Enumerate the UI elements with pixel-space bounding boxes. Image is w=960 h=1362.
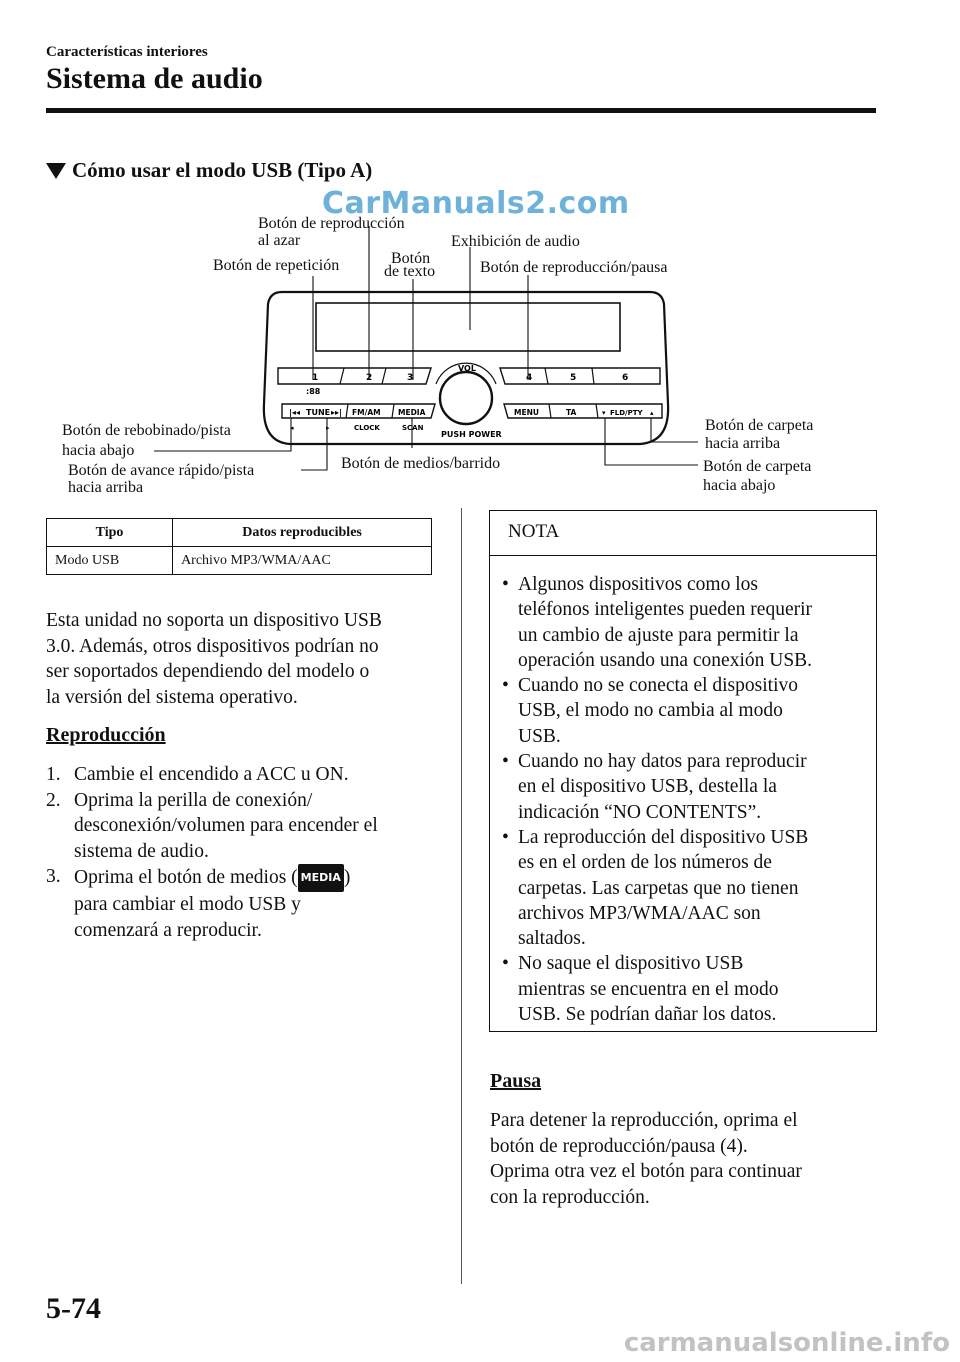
- intro-line: la versión del sistema operativo.: [46, 686, 298, 708]
- fldpty-label: FLD/PTY: [610, 409, 643, 417]
- nota-item-text: [518, 825, 808, 951]
- list-item: [46, 864, 438, 943]
- reproduccion-steps: [46, 762, 438, 943]
- table-header-row: [47, 519, 432, 547]
- step-number: 1.: [46, 764, 61, 785]
- callout-repeat: Botón de repetición: [213, 257, 340, 274]
- chapter-label: Características interiores: [46, 44, 208, 60]
- nota-item-text: [518, 749, 807, 825]
- callout-text-2: de texto: [384, 263, 436, 280]
- bullet-icon: •: [502, 675, 509, 697]
- list-item: [46, 762, 438, 788]
- step3-post: ): [343, 867, 351, 889]
- tune-label: TUNE: [306, 408, 331, 417]
- nota-line: USB.: [518, 725, 561, 747]
- nota-line: es en el orden de los números de: [518, 852, 772, 874]
- rewind-icon: |◂◂: [289, 408, 300, 417]
- table-cell-tipo: Modo USB: [47, 547, 173, 575]
- callout-random-1: Botón de reproducción: [258, 215, 405, 232]
- callout-rewind-2: hacia abajo: [62, 442, 135, 459]
- preset-3-label: 3: [407, 373, 414, 383]
- callout-folder-down-1: Botón de carpeta: [703, 458, 812, 475]
- callout-rewind-1: Botón de rebobinado/pista: [62, 422, 231, 439]
- clock-label: CLOCK: [354, 424, 380, 432]
- track-down-icon: ◂: [290, 424, 294, 432]
- step-line: comenzará a reproducir.: [74, 919, 262, 941]
- table-row: [47, 547, 432, 575]
- step-line: desconexión/volumen para encender el: [74, 815, 378, 837]
- volume-knob: [440, 372, 492, 424]
- callout-text-1: Botón: [391, 250, 431, 267]
- nota-line: teléfonos inteligentes pueden requerir: [518, 599, 813, 621]
- list-item: [498, 825, 868, 951]
- folder-up-icon: ▴: [650, 409, 654, 417]
- callout-random-2: al azar: [258, 232, 301, 249]
- spec-table: [46, 518, 432, 575]
- nota-line: USB, el modo no cambia al modo: [518, 700, 783, 722]
- pausa-line: Para detener la reproducción, oprima el: [490, 1110, 798, 1131]
- media-button-icon: MEDIA: [298, 864, 344, 892]
- nota-line: Algunos dispositivos como los: [518, 574, 758, 595]
- pausa-heading: Pausa: [490, 1070, 542, 1092]
- callout-media-scan: Botón de medios/barrido: [341, 455, 501, 472]
- list-item: [498, 673, 868, 749]
- page-title: Sistema de audio: [46, 62, 263, 95]
- folder-down-icon: ▾: [602, 409, 606, 417]
- nota-line: saltados.: [518, 928, 586, 950]
- step-line: Oprima la perilla de conexión/: [74, 789, 313, 811]
- preset-6-label: 6: [622, 373, 629, 383]
- preset-1-label: 1: [312, 373, 319, 383]
- site-watermark: carmanualsonline.info: [623, 1328, 950, 1358]
- nota-line: mientras se encuentra en el modo: [518, 978, 779, 1000]
- audio-unit-diagram: [0, 0, 960, 520]
- step-text: [74, 788, 378, 865]
- random-indicator: :88: [306, 387, 321, 396]
- list-item: [498, 572, 868, 673]
- pausa-line: con la reproducción.: [490, 1186, 650, 1208]
- nota-line: Cuando no hay datos para reproducir: [518, 751, 807, 773]
- preset-4-label: 4: [526, 373, 533, 383]
- list-item: [498, 749, 868, 825]
- nota-line: La reproducción del dispositivo USB: [518, 826, 809, 848]
- callout-display: Exhibición de audio: [451, 233, 580, 250]
- table-header-tipo: Tipo: [47, 519, 173, 547]
- callout-ff-1: Botón de avance rápido/pista: [68, 462, 255, 479]
- intro-line: Esta unidad no soporta un dispositivo USB: [46, 610, 382, 631]
- pausa-line: botón de reproducción/pausa (4).: [490, 1135, 748, 1157]
- list-item: [46, 788, 438, 865]
- column-divider: [461, 508, 462, 1284]
- intro-paragraph: [46, 608, 438, 710]
- bullet-icon: •: [502, 953, 509, 975]
- nota-rule: [490, 555, 876, 556]
- nota-line: en el dispositivo USB, destella la: [518, 776, 777, 798]
- pausa-line: Oprima otra vez el botón para continuar: [490, 1161, 802, 1183]
- menu-label: MENU: [514, 408, 539, 417]
- nota-line: USB. Se podrían dañar los datos.: [518, 1004, 777, 1026]
- nota-line: un cambio de ajuste para permitir la: [518, 624, 799, 646]
- preset-bar-right: [500, 368, 660, 384]
- nota-title: NOTA: [508, 521, 560, 542]
- track-up-icon: ▸: [326, 424, 330, 432]
- step3-pre: Oprima el botón de medios (: [74, 867, 298, 889]
- step-text: [74, 864, 350, 943]
- step-text: [74, 762, 349, 788]
- bullet-icon: •: [502, 826, 509, 848]
- step-number: 3.: [46, 866, 61, 888]
- nota-item-text: [518, 673, 798, 749]
- callout-folder-down-2: hacia abajo: [703, 477, 776, 494]
- display-window: [316, 303, 620, 351]
- push-power-label: PUSH POWER: [441, 430, 502, 439]
- intro-line: ser soportados dependiendo del modelo o: [46, 661, 370, 683]
- media-label: MEDIA: [398, 408, 426, 417]
- callout-play-pause: Botón de reproducción/pausa: [480, 259, 668, 276]
- step-line: [74, 864, 350, 892]
- ta-label: TA: [566, 408, 577, 417]
- list-item: [498, 951, 868, 1027]
- step-line: sistema de audio.: [74, 840, 209, 862]
- preset-5-label: 5: [570, 373, 577, 383]
- preset-2-label: 2: [366, 373, 373, 383]
- nota-line: indicación “NO CONTENTS”.: [518, 801, 762, 823]
- vol-label: VOL: [458, 364, 476, 373]
- fmam-label: FM/AM: [352, 408, 381, 417]
- intro-line: 3.0. Además, otros dispositivos podrían no: [46, 635, 379, 657]
- nota-line: Cuando no se conecta el dispositivo: [518, 675, 798, 697]
- callout-folder-up-1: Botón de carpeta: [705, 417, 814, 434]
- pausa-paragraph: [490, 1108, 870, 1210]
- nota-item-text: [518, 572, 812, 673]
- step-line: Cambie el encendido a ACC u ON.: [74, 764, 349, 785]
- watermark-logo: CarManuals2.com: [322, 186, 630, 221]
- nota-list: [498, 572, 868, 1027]
- table-header-datos: Datos reproducibles: [173, 519, 432, 547]
- step-number: 2.: [46, 789, 61, 811]
- section-title: Cómo usar el modo USB (Tipo A): [72, 158, 373, 182]
- nota-line: No saque el dispositivo USB: [518, 953, 744, 975]
- callout-folder-up-2: hacia arriba: [705, 435, 781, 452]
- step-line: para cambiar el modo USB y: [74, 893, 301, 915]
- nota-line: operación usando una conexión USB.: [518, 649, 813, 671]
- nota-line: archivos MP3/WMA/AAC son: [518, 902, 761, 924]
- fast-forward-icon: ▸▸|: [331, 408, 342, 417]
- table-cell-datos: Archivo MP3/WMA/AAC: [173, 547, 432, 575]
- reproduccion-heading: Reproducción: [46, 724, 166, 746]
- scan-label: SCAN: [402, 424, 424, 432]
- nota-line: carpetas. Las carpetas que no tienen: [518, 877, 799, 899]
- bullet-icon: •: [502, 751, 509, 773]
- callout-ff-2: hacia arriba: [68, 479, 144, 496]
- nota-box: [489, 510, 877, 1032]
- nota-item-text: [518, 951, 778, 1027]
- bullet-icon: •: [502, 574, 509, 595]
- page-number: 5-74: [46, 1292, 101, 1325]
